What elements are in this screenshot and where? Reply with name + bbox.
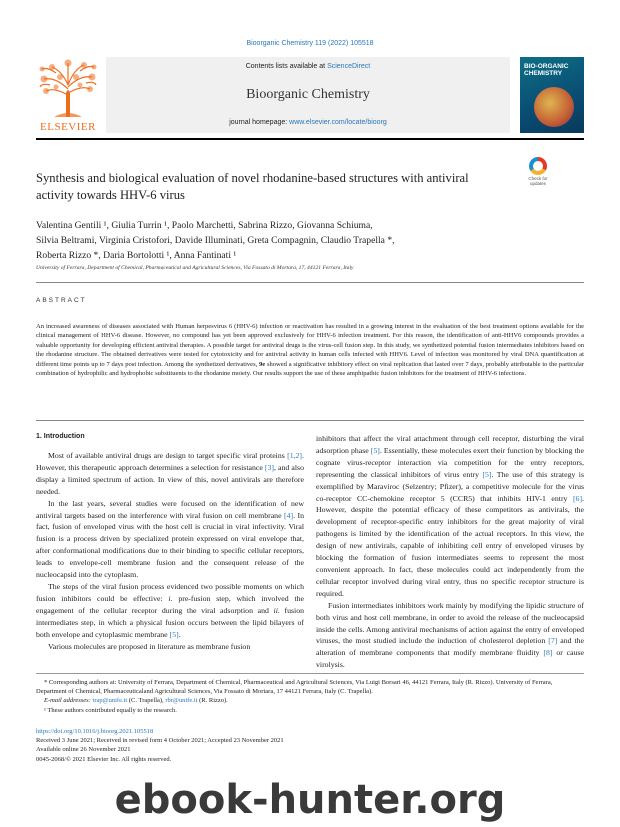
abstract-top-divider bbox=[36, 282, 584, 283]
email-link[interactable]: rbr@unife.it bbox=[165, 697, 198, 705]
reference-link[interactable]: [3] bbox=[264, 462, 274, 472]
check-for-updates-badge[interactable] bbox=[522, 157, 554, 189]
journal-cover bbox=[520, 57, 584, 133]
authors-line: Valentina Gentili ¹, Giulia Turrin ¹, Paolo Marchetti, Sabrina Rizzo, Giovanna Schiuma, bbox=[36, 220, 373, 231]
journal-citation[interactable]: Bioorganic Chemistry 119 (2022) 105518 bbox=[246, 40, 374, 47]
email-addresses: E-mail addresses: trap@unife.it (C. Trapella), rbr@unife.it (R. Rizzo). bbox=[44, 697, 228, 705]
publisher-logo-text: ELSEVIER bbox=[40, 121, 96, 133]
reference-link[interactable]: [4] bbox=[284, 510, 294, 520]
elsevier-logo bbox=[36, 57, 100, 133]
paragraph: In the last years, several studies were focused on the identification of new antiviral targets based on the interference with viral fusion on cell membrane [4]. In fact, fusion of enveloped virus with the host cell is crucial in viral infectivity. Viral fusion is a process driven by specialized protein expressed on viral envelope that, after conformational modifications due to their binding to specific cellular receptors, leads to envelope-cell membrane fusion and the consequent release of the nucleocapsid into the cytoplasm. bbox=[36, 498, 304, 580]
body-column-left bbox=[36, 450, 304, 652]
paragraph: The steps of the viral fusion process evidenced two possible moments on which fusion inhibitors could be effective: i. pre-fusion step, which involved the engagement of the cellular receptor during the viral adsorption and ii. fusion intermediates step, in which a physical fusion occurs between the lipid bilayers of both envelope and cytoplasmic membrane [5]. bbox=[36, 581, 304, 639]
article-title: Synthesis and biological evaluation of novel rhodanine-based structures with antiviral activity towards HHV-6 virus bbox=[36, 171, 469, 202]
abstract-bottom-divider bbox=[36, 420, 584, 421]
abstract-text: An increased awareness of diseases associated with Human herpesvirus 6 (HHV-6) infection or reactivation has resulted in a growing interest in the evaluation of the best treatment options available for the clinical management of HHV-6 disease. However, no compound has yet been approved exclusively for HHV-6 infection treatment. For this reason, the identification of anti-HHV6 compounds provides a valuable opportunity for developing efficient antiviral therapies. A possible target for antiviral drugs is the virus-cell fusion step. In this study, we synthetized potential fusion intermediates inhibitors based on the rhodanine structure. The obtained derivatives were tested for cytotoxicity and for antiviral activity in human cells infected with HHV6. Level of infection was monitored by viral DNA quantification at different time points up to 7 days post infection. Among the synthetized derivatives, 9e showed a significative inhibitory effect on viral replication that lasted over 7 days, probably attributable to the particular combination of hydrophilic and hydrophobic substituents to the rhodanine moiety. Our results support the use of these amphipathic fusion inhibitors for the treatment of HHV-6 infections. bbox=[36, 323, 584, 378]
reference-link[interactable]: [6] bbox=[572, 493, 583, 503]
paragraph: Various molecules are proposed in literature as membrane fusion bbox=[48, 641, 251, 651]
contents-available: Contents lists available at ScienceDirect bbox=[245, 63, 371, 70]
cover-title: BIO-ORGANIC CHEMISTRY bbox=[524, 63, 569, 77]
reference-link[interactable]: [5] bbox=[482, 469, 492, 479]
paragraph: inhibitors that affect the viral attachment through cell receptor, disturbing the viral adsorption phase [5]. Essentially, these molecules exert their function by blocking the cognate virus-receptor interaction via competition for the entry receptors, representing the classical inhibitors of virus entry [5]. The use of this strategy is exemplified by Maraviroc (Selzentry; Pfizer), a competitive molecule for the virus co-receptor CC-chemokine receptor 5 (CCR5) that inhibits HIV-1 entry [6]. However, despite the potential efficacy of these competitors as antivirals, the development of receptor-specific entry inhibitors for the great majority of viral pathogens is limited by the identification of the actual receptors. In this view, the design of new antivirals, capable of inhibiting cell entry of enveloped viruses by blocking the formation of fusion intermediates seems to represent the most convenient approach. In fact, these molecules could act independently from the cellular receptor involved during viral entry, thus no specific receptor structure is required. bbox=[316, 434, 584, 598]
author-list bbox=[36, 218, 584, 263]
footnote-divider bbox=[36, 673, 584, 674]
check-for-updates-label: Check for updates bbox=[528, 176, 548, 186]
section-heading-introduction: 1. Introduction bbox=[36, 433, 85, 440]
affiliation: University of Ferrara, Department of Chemical, Pharmaceutical and Agricultural Sciences, Via Fossato di Mortara, 17, 44121 Ferrara, Italy bbox=[36, 265, 354, 271]
email-link[interactable]: trap@unife.it bbox=[92, 697, 128, 705]
sciencedirect-link[interactable]: ScienceDirect bbox=[327, 63, 371, 70]
abstract-heading: ABSTRACT bbox=[36, 297, 87, 304]
corresponding-author-note: * Corresponding authors at: University of Ferrara, Department of Chemical, Pharmaceutical and Agricultural Sciences, Via Luigi Borsari 46, 44121 Ferrara, Italy (R. Rizzo). University of Ferrara, Department of Chemical, Pharmaceuticaland Agricultural Sciences, Via Fossato di Mortara, 17 44121 Ferrara, Italy (C. Trapella). bbox=[36, 679, 553, 696]
footnotes bbox=[36, 678, 584, 715]
reference-link[interactable]: [8] bbox=[543, 648, 553, 658]
received-dates: Received 3 June 2021; Received in revised form 4 October 2021; Accepted 23 November 2021 bbox=[36, 737, 284, 745]
reference-link[interactable]: [5] bbox=[370, 445, 380, 455]
journal-homepage: journal homepage: www.elsevier.com/locate/bioorg bbox=[229, 119, 387, 126]
online-date: Available online 26 November 2021 bbox=[36, 746, 131, 754]
reference-link[interactable]: [5] bbox=[169, 629, 179, 639]
paragraph: Most of available antiviral drugs are design to target specific viral proteins [1,2]. However, this therapeutic approach determines a selection for resistance [3], and also display a limited spectrum of action. In view of this, novel antivirals are therefore needed. bbox=[36, 451, 304, 496]
homepage-link[interactable]: www.elsevier.com/locate/bioorg bbox=[289, 119, 387, 126]
elsevier-tree-icon bbox=[36, 57, 100, 121]
copyright: 0045-2068/© 2021 Elsevier Inc. All rights reserved. bbox=[36, 755, 172, 763]
journal-masthead bbox=[106, 57, 510, 133]
reference-link[interactable]: [7] bbox=[548, 636, 558, 646]
equal-contribution-note: ¹ These authors contributed equally to the research. bbox=[44, 706, 177, 714]
doi-link[interactable]: https://doi.org/10.1016/j.bioorg.2021.105518 bbox=[36, 728, 154, 735]
body-column-right bbox=[316, 433, 584, 671]
journal-name: Bioorganic Chemistry bbox=[246, 87, 370, 102]
authors-line: Roberta Rizzo *, Daria Bortolotti ¹, Anna Fantinati ¹ bbox=[36, 250, 237, 261]
article-history bbox=[36, 727, 584, 764]
cover-illustration bbox=[534, 87, 574, 127]
header-divider bbox=[36, 138, 584, 140]
paragraph: Fusion intermediates inhibitors work mainly by modifying the lipidic structure of both virus and host cell membrane, in order to avoid the release of the nucleocapsid inside the cells. Among antiviral mechanisms of action against the entry of enveloped viruses, the most studied include the induction of cholesterol depletion [7] and the alteration of membrane components that modify membrane fluidity [8] or cause virolysis. bbox=[316, 600, 584, 670]
authors-line: Silvia Beltrami, Virginia Cristofori, Davide Illuminati, Greta Compagnin, Claudio Trapella *, bbox=[36, 235, 395, 246]
reference-link[interactable]: [1,2] bbox=[287, 451, 303, 460]
watermark: ebook-hunter.org bbox=[114, 777, 506, 823]
